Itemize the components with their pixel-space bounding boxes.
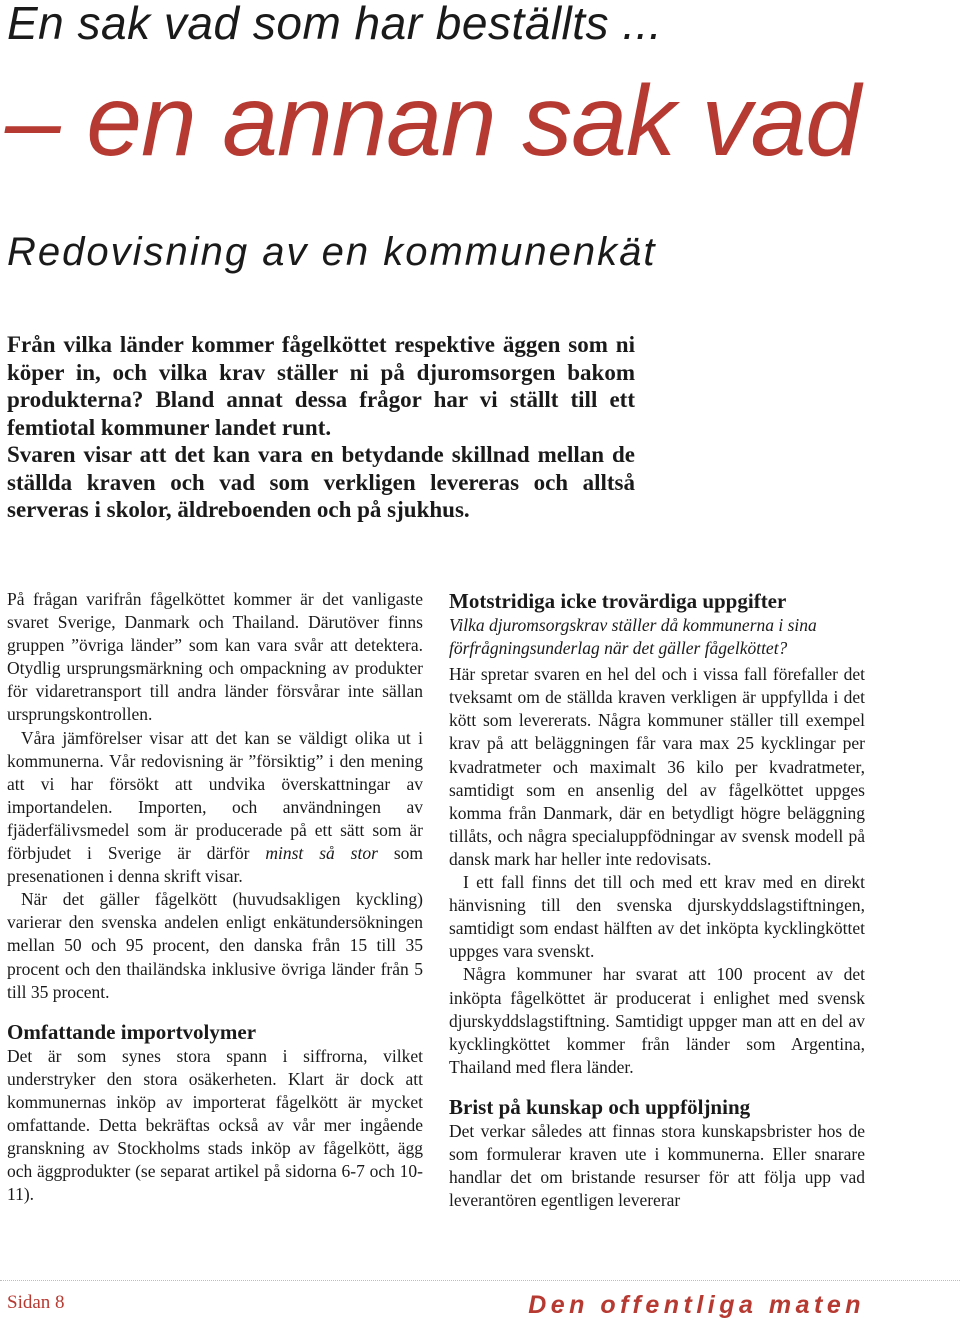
lead-paragraph-2: Svaren visar att det kan vara en betydande skillnad mellan de ställda kraven och vad som verkligen levereras och alltså serveras i skolor, äldreboenden och på sjukhus.	[7, 442, 635, 522]
lead-paragraph-1: Från vilka länder kommer fågelköttet respektive äggen som ni köper in, och vilka krav ställer ni på djuromsorgen bakom produkterna? Bland annat dessa frågor har vi ställt till ett femtiotal kommuner landet runt.	[7, 332, 635, 440]
headline-line-2: – en annan sak vad	[5, 65, 860, 177]
section-heading-knowledge: Brist på kunskap och uppföljning	[449, 1094, 751, 1119]
headline-line-1: En sak vad som har beställts ...	[7, 0, 663, 49]
body-text: som presenationen i denna skrift visar.	[7, 843, 424, 887]
page-number: Sidan 8	[7, 1292, 65, 1313]
footer-divider	[0, 1280, 960, 1281]
body-paragraph	[7, 727, 423, 889]
body-paragraph: Några kommuner har svarat att 100 procent av det inköpta fågelköttet är producerat i enlighet med svensk djurskyddslagstiftning. Samtidigt uppger man att en del av kycklingköttet kommer från länder som Argentina, Thailand med flera länder.	[449, 964, 865, 1077]
article-subtitle: Redovisning av en kommunenkät	[7, 230, 657, 274]
body-paragraph: Det verkar således att finnas stora kunskapsbrister hos de som formulerar kraven ute i kommunerna. Eller snarare handlar det om bristande resurser för att följa upp vad leverantören egentligen levererar	[449, 1120, 865, 1211]
section-heading-contradictory: Motstridiga icke trovärdiga uppgifter	[449, 589, 787, 613]
body-paragraph: Det är som synes stora spann i siffrorna, vilket understryker den stora osäkerheten. Klart är dock att kommunernas inköp av importerat fågelkött är mycket omfattande. Detta bekräftas också av vår mer ingående granskning av Stockholms stads inköp av fågelkött, ägg och äggprodukter (se separat artikel på sidorna 6-7 och 10-11).	[7, 1045, 423, 1205]
publication-name: Den offentliga maten	[528, 1291, 865, 1319]
body-paragraph: I ett fall finns det till och med ett krav med en direkt hänvisning till den svenska djurskyddslagstiftningen, samtidigt som endast hälften av det inköpta kycklingköttet uppges vara svenskt.	[449, 872, 865, 962]
section-dek: Vilka djuromsorgskrav ställer då kommunerna i sina förfrågningsunderlag när det gäller fågelköttet?	[449, 615, 817, 659]
section-heading-import: Omfattande importvolymer	[7, 1019, 257, 1044]
body-paragraph: Här spretar svaren en hel del och i vissa fall förefaller det tveksamt om de ställda kraven verkligen är uppfyllda i det kött som levererats. Några kommuner ställer till exempel krav på att beläggningen får vara max 25 kycklingar per kvadratmeter och maximalt 36 kilo per kvadratmeter, samtidigt som en ansenlig del av fågelköttet uppges komma från Danmark, där en betydligt högre beläggning tillåts, och några specialuppfödningar av svensk modell på dansk mark har heller inte redovisats.	[449, 664, 865, 869]
body-paragraph: När det gäller fågelkött (huvudsakligen kyckling) varierar den svenska andelen enligt enkätundersökningen mellan 50 och 95 procent, den danska från 15 till 35 procent och den thailändska inklusive övriga länder från 5 till 35 procent.	[7, 889, 423, 1002]
body-column-left	[7, 588, 423, 1206]
emphasis-text: minst så stor	[265, 843, 378, 864]
lead-paragraph	[7, 331, 635, 524]
body-text: Våra jämförelser visar att det kan se väldigt olika ut i kommunerna. Vår redovisning är ”försiktig” i den mening att vi har försökt att undvika överskattningar av importandelen. Importen, och användningen av fjäderfälivsmedel som är producerade på ett sätt som är förbjudet i Sverige är därför	[7, 727, 423, 864]
body-column-right	[449, 588, 865, 1212]
body-paragraph: På frågan varifrån fågelköttet kommer är det vanligaste svaret Sverige, Danmark och Thailand. Därutöver finns gruppen ”övriga länder” som kan vara svår att detektera. Otydlig ursprungsmärkning och ompackning av produkter för vidaretransport till andra länder försvårar inte sällan ursprungskontrollen.	[7, 589, 423, 725]
